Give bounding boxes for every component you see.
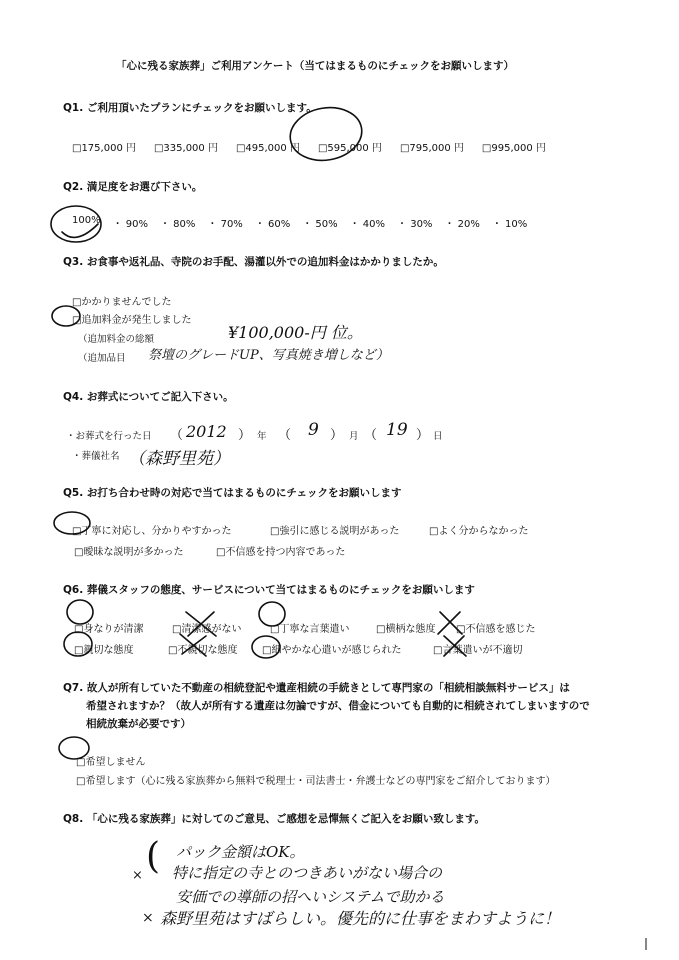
q2-option-10[interactable]: ・ 10% (491, 219, 528, 230)
q5-question: Q5. お打ち合わせ時の対応で当てはまるものにチェックをお願いします (63, 487, 402, 499)
q8-bracket: ( (146, 836, 161, 877)
q4-paren-close-2: ） (330, 428, 344, 443)
q8-handwritten-line3: 安価での導師の招へいシステムで助かる (176, 888, 445, 906)
q8-cross-mark-2: × (142, 910, 154, 926)
q3-item-label: （追加品目 (78, 353, 126, 364)
q7-option-decline[interactable]: □希望しません (76, 757, 146, 768)
q6-question: Q6. 葬儀スタッフの態度、サービスについて当てはまるものにチェックをお願いします (63, 584, 475, 596)
q4-year-label: 年 (257, 431, 267, 442)
q1-options (72, 139, 546, 154)
q6-option-improper-words[interactable]: □言葉遣いが不適切 (433, 645, 523, 656)
q8-cross-mark-1: × (132, 868, 143, 883)
q3-item-handwritten: 祭壇のグレードUP、写真焼き増しなど） (148, 348, 389, 363)
q5-option-distrust[interactable]: □不信感を持つ内容であった (216, 547, 346, 558)
q5-option-vague[interactable]: □曖昧な説明が多かった (74, 547, 184, 558)
q4-year-handwritten: 2012 (186, 422, 227, 441)
q6-option-clean[interactable]: □身なりが清潔 (74, 624, 144, 635)
q8-handwritten-line2: 特に指定の寺とのつきあいがない場合の (172, 864, 443, 882)
q3-question: Q3. お食事や返礼品、寺院のお手配、湯灌以外での追加料金はかかりましたか。 (63, 256, 444, 268)
q4-date-label: ・お葬式を行った日 (66, 431, 152, 442)
q4-company-label: ・葬儀社名 (72, 451, 120, 462)
q4-paren-close-3: ） (416, 428, 430, 443)
q7-question-line2: 希望されますか？（故人が所有する遺産は勿論ですが、借金についても自動的に相続されてしまいますので (86, 700, 590, 712)
q6-option-arrogant[interactable]: □横柄な態度 (376, 624, 436, 635)
q2-options (72, 215, 527, 230)
q1-option-995000[interactable]: □995,000 円 (481, 143, 546, 154)
q4-day-label: 日 (433, 431, 443, 442)
q4-paren-open-2: （ (278, 428, 292, 443)
q1-option-595000[interactable]: □595,000 円 (317, 143, 382, 154)
q3-total-label: （追加料金の総額 (78, 334, 155, 345)
q1-option-495000[interactable]: □495,000 円 (235, 143, 300, 154)
q2-option-90[interactable]: ・ 90% (112, 219, 148, 230)
q4-paren-close-1: ） (238, 428, 252, 443)
q2-option-20[interactable]: ・ 20% (444, 219, 480, 230)
q5-option-forceful[interactable]: □強引に感じる説明があった (270, 526, 400, 537)
q4-day-handwritten: 19 (386, 420, 408, 440)
q2-option-50[interactable]: ・ 50% (302, 219, 338, 230)
survey-title: 「心に残る家族葬」ご利用アンケート（当てはまるものにチェックをお願いします） (116, 60, 515, 72)
q3-option-extra[interactable]: □追加料金が発生しました (72, 315, 192, 326)
q4-paren-open-3: （ (364, 428, 378, 443)
q7-question-line3: 相続放棄が必要です） (86, 718, 191, 730)
q6-option-unkind[interactable]: □不親切な態度 (168, 645, 238, 656)
q5-option-polite[interactable]: □丁寧に対応し、分かりやすかった (72, 526, 232, 537)
q1-question: Q1. ご利用頂いたプランにチェックをお願いします。 (63, 102, 317, 114)
q3-option-no-extra[interactable]: □かかりませんでした (72, 297, 172, 308)
q1-option-795000[interactable]: □795,000 円 (399, 143, 464, 154)
q4-company-handwritten: （森野里苑） (128, 449, 230, 469)
q1-option-175000[interactable]: □175,000 円 (72, 143, 136, 154)
q2-option-40[interactable]: ・ 40% (349, 219, 386, 230)
q8-question: Q8. 「心に残る家族葬」に対してのご意見、ご感想を忌憚無くご記入をお願い致します。 (63, 813, 486, 825)
q2-question: Q2. 満足度をお選び下さい。 (63, 181, 203, 193)
q3-total-handwritten: ¥100,000-円 位。 (228, 323, 363, 342)
q5-option-unclear[interactable]: □よく分からなかった (429, 526, 529, 537)
q6-option-kind[interactable]: □親切な態度 (74, 645, 134, 656)
q2-option-70[interactable]: ・ 70% (207, 219, 243, 230)
q1-option-335000[interactable]: □335,000 円 (153, 143, 218, 154)
q4-question: Q4. お葬式についてご記入下さい。 (63, 391, 234, 403)
q7-question-line1: Q7. 故人が所有していた不動産の相続登記や遺産相続の手続きとして専門家の「相続相談無料サービス」は (63, 682, 570, 694)
q8-handwritten-line1: パック金額はOK。 (176, 843, 305, 861)
q6-option-distrust[interactable]: □不信感を感じた (456, 624, 536, 635)
q6-option-polite-words[interactable]: □丁寧な言葉遣い (270, 624, 350, 635)
q4-paren-open-1: （ (170, 428, 184, 443)
q7-option-request[interactable]: □希望します（心に残る家族葬から無料で税理士・司法書士・弁護士などの専門家をご紹介しております） (76, 776, 556, 787)
q8-handwritten-line4: 森野里苑はすばらしい。優先的に仕事をまわすように！ (160, 909, 561, 928)
q2-option-60[interactable]: ・ 60% (254, 219, 291, 230)
q2-option-30[interactable]: ・ 30% (397, 219, 433, 230)
q6-option-considerate[interactable]: □細やかな心遣いが感じられた (262, 645, 402, 656)
q2-option-80[interactable]: ・ 80% (160, 219, 196, 230)
q2-option-100[interactable]: 100% (72, 215, 101, 226)
q4-month-handwritten: 9 (308, 420, 319, 440)
q4-month-label: 月 (349, 431, 359, 442)
q6-option-unclean[interactable]: □清潔感がない (172, 624, 242, 635)
